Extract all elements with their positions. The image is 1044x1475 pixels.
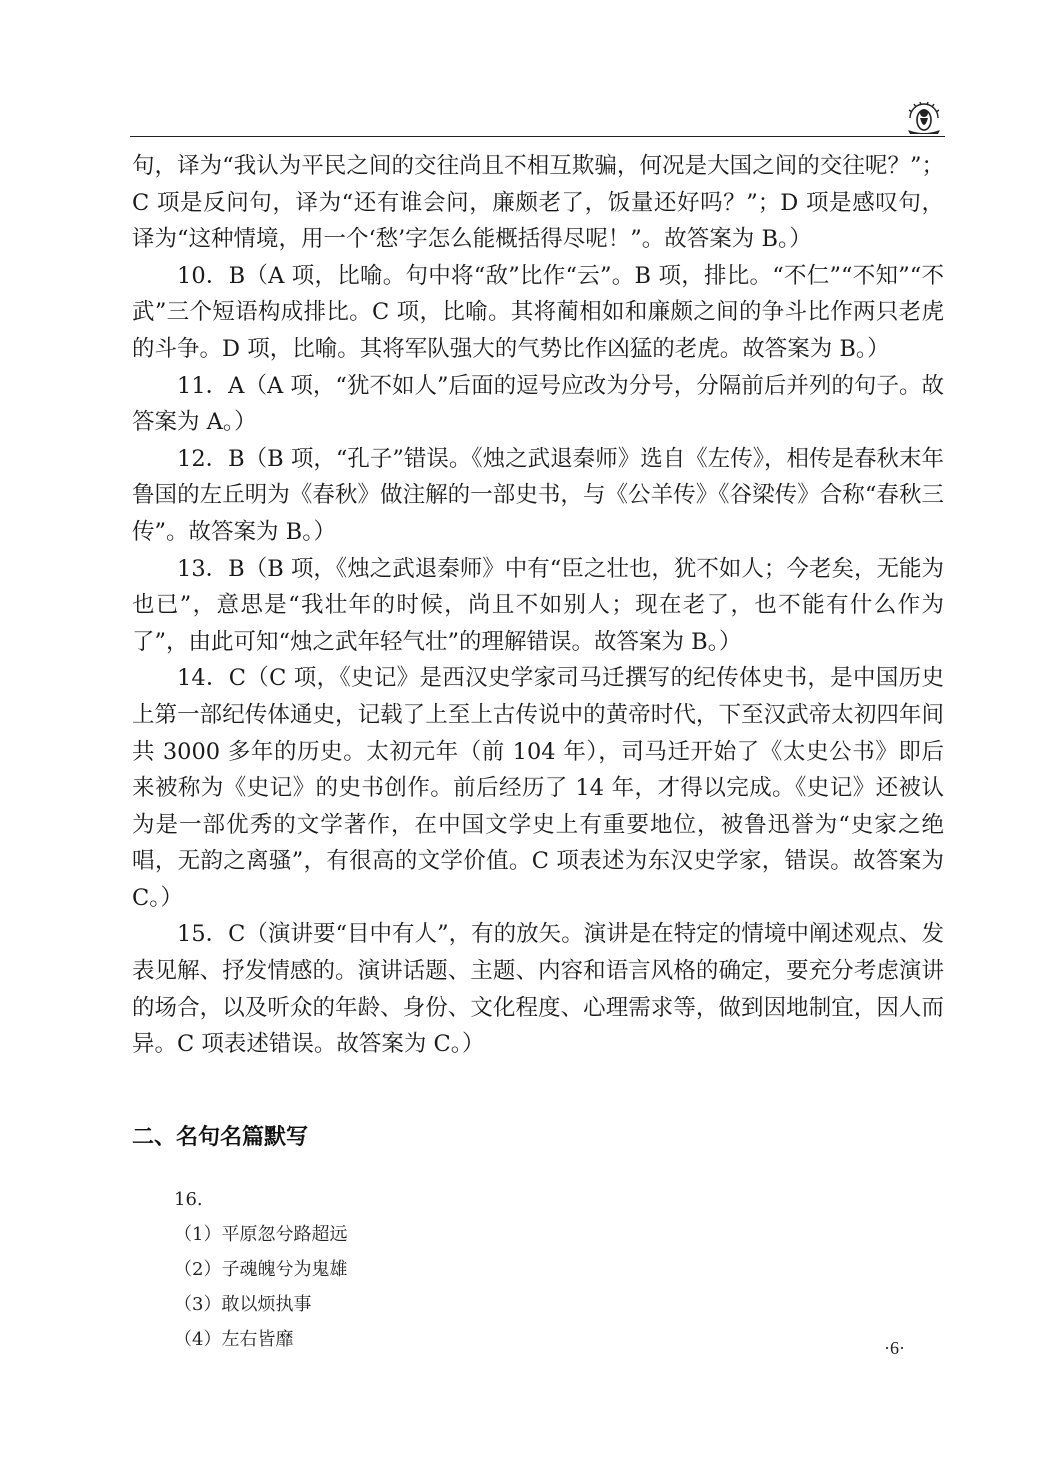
page-number: ·6· [884,1338,905,1358]
answer-line: （1）平原忽兮路超远 [174,1224,348,1245]
answer-15: 15．C（演讲要“目中有人”，有的放矢。演讲是在特定的情境中阐述观点、发表见解、抒发情感的。演讲话题、主题、内容和语言风格的确定，要充分考虑演讲的场合，以及听众的年龄、身份、文化程度、心理需求等，做到因地制宜，因人而异。C 项表述错误。故答案为 C。） [132,921,944,1058]
section-heading: 二、名句名篇默写 [132,1125,309,1150]
answer-12: 12．B（B 项，“孔子”错误。《烛之武退秦师》选自《左传》，相传是春秋末年鲁国的左丘明为《春秋》做注解的一部史书，与《公羊传》《谷梁传》合称“春秋三传”。故答案为 B。） [132,445,944,545]
answer-11: 11．A（A 项，“犹不如人”后面的逗号应改为分号，分隔前后并列的句子。故答案为 A。） [132,372,944,436]
answer-line: （3）敢以烦执事 [174,1294,312,1315]
question-number: 16. [174,1189,203,1210]
answer-line: （2）子魂魄兮为鬼雄 [174,1259,348,1280]
question-16-answers [174,1182,347,1357]
answer-text [132,148,944,1063]
answer-14: 14．C（C 项，《史记》是西汉史学家司马迁撰写的纪传体史书，是中国历史上第一部纪传体通史，记载了上至上古传说中的黄帝时代，下至汉武帝太初四年间共 3000 多年的历史。太初元年（前 104 年），司马迁开始了《太史公书》即后来被称为《史记》的史书创作。前后经历了 14 年，才得以完成。《史记》还被认为是一部优秀的文学著作，在中国文学史上有重要地位，被鲁迅誉为“史家之绝唱，无韵之离骚”，有很高的文学价值。C 项表述为东汉史学家，错误。故答案为 C。） [132,665,944,911]
penguin-emblem-icon [902,98,946,136]
answer-9-continuation: 句，译为“我认为平民之间的交往尚且不相互欺骗，何况是大国之间的交往呢？”；C 项是反问句，译为“还有谁会问，廉颇老了，饭量还好吗？”；D 项是感叹句，译为“这种情境，用一个‘愁’字怎么能概括得尽呢！”。故答案为 B。） [132,153,944,253]
answer-line: （4）左右皆靡 [174,1329,294,1350]
answer-10: 10．B（A 项，比喻。句中将“敌”比作“云”。B 项，排比。“不仁”“不知”“不武”三个短语构成排比。C 项，比喻。其将蔺相如和廉颇之间的争斗比作两只老虎的斗争。D 项，比喻。其将军队强大的气势比作凶猛的老虎。故答案为 B。） [132,262,944,362]
answer-13: 13．B（B 项，《烛之武退秦师》中有“臣之壮也，犹不如人；今老矣，无能为也已”，意思是“我壮年的时候，尚且不如别人；现在老了，也不能有什么作为了”，由此可知“烛之武年轻气壮”的理解错误。故答案为 B。） [132,555,944,655]
header-rule [130,136,945,137]
